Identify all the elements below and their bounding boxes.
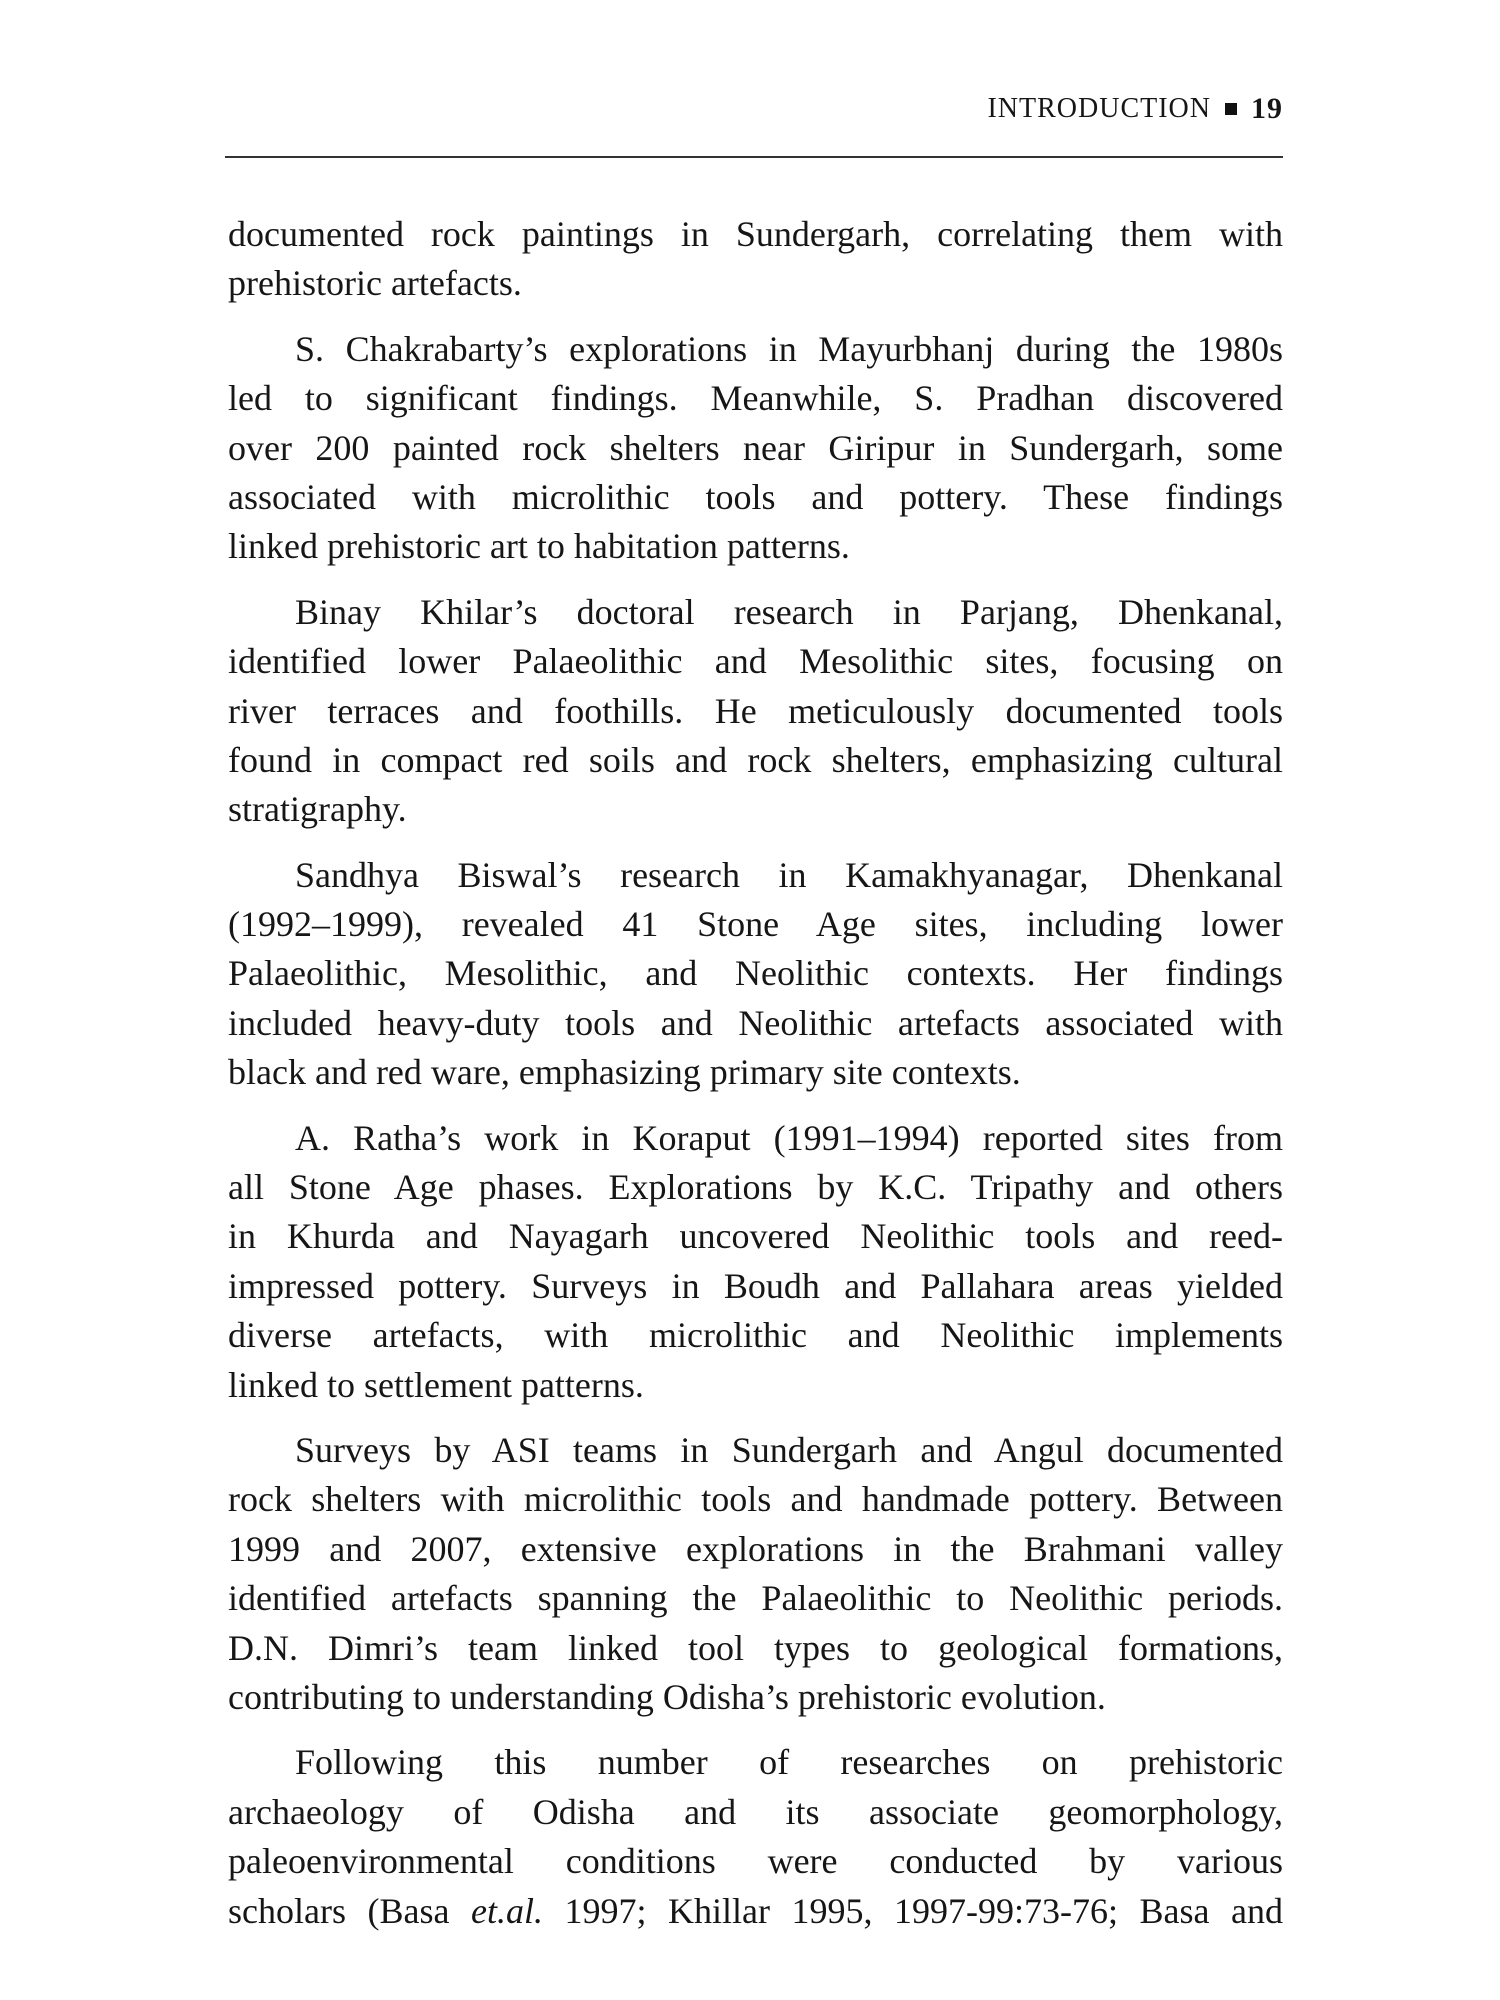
text-line: identified artefacts spanning the Palaeolithic to Neolithic periods. <box>228 1578 1283 1619</box>
text-line: linked prehistoric art to habitation patterns. <box>228 526 850 567</box>
text-line: A. Ratha’s work in Koraput (1991–1994) reported sites from <box>295 1117 1283 1158</box>
paragraph <box>228 325 1283 572</box>
paragraph <box>228 210 1283 309</box>
text-line: black and red ware, emphasizing primary site contexts. <box>228 1052 1021 1093</box>
text-line: river terraces and foothills. He meticulously documented tools <box>228 690 1283 731</box>
running-header <box>987 92 1283 126</box>
paragraph <box>228 588 1283 835</box>
paragraph <box>228 1738 1283 1936</box>
text-line: all Stone Age phases. Explorations by K.C. Tripathy and others <box>228 1167 1283 1208</box>
text-line: over 200 painted rock shelters near Giripur in Sundergarh, some <box>228 427 1283 468</box>
paragraph <box>228 1426 1283 1722</box>
text-line: found in compact red soils and rock shelters, emphasizing cultural <box>228 739 1283 780</box>
text-line: Following this number of researches on prehistoric <box>295 1742 1283 1783</box>
text-line: scholars (Basa et.al. 1997; Khillar 1995, 1997-99:73-76; Basa and <box>228 1890 1283 1931</box>
text-line: included heavy-duty tools and Neolithic artefacts associated with <box>228 1002 1283 1043</box>
paragraph <box>228 851 1283 1098</box>
text-line: in Khurda and Nayagarh uncovered Neolithic tools and reed- <box>228 1216 1283 1257</box>
text-line: associated with microlithic tools and pottery. These findings <box>228 476 1283 517</box>
text-line: linked to settlement patterns. <box>228 1364 644 1405</box>
text-line: archaeology of Odisha and its associate geomorphology, <box>228 1791 1283 1832</box>
text-line: Binay Khilar’s doctoral research in Parjang, Dhenkanal, <box>295 591 1283 632</box>
text-line: Surveys by ASI teams in Sundergarh and Angul documented <box>295 1429 1283 1470</box>
text-line: stratigraphy. <box>228 789 407 830</box>
text-line: prehistoric artefacts. <box>228 263 522 304</box>
text-line: (1992–1999), revealed 41 Stone Age sites, including lower <box>228 904 1283 945</box>
text-line: documented rock paintings in Sundergarh, correlating them with <box>228 214 1283 254</box>
text-line: 1999 and 2007, extensive explorations in the Brahmani valley <box>228 1528 1283 1569</box>
text-line: Sandhya Biswal’s research in Kamakhyanagar, Dhenkanal <box>295 854 1283 895</box>
italic-citation: et.al. <box>470 1890 543 1931</box>
header-rule <box>225 156 1283 158</box>
text-line: S. Chakrabarty’s explorations in Mayurbhanj during the 1980s <box>295 328 1283 369</box>
paragraph <box>228 1114 1283 1410</box>
text-line: contributing to understanding Odisha’s prehistoric evolution. <box>228 1676 1106 1717</box>
square-bullet-icon <box>1225 103 1237 115</box>
text-line: led to significant findings. Meanwhile, S. Pradhan discovered <box>228 378 1283 419</box>
text-line: paleoenvironmental conditions were conducted by various <box>228 1841 1283 1882</box>
text-line: rock shelters with microlithic tools and handmade pottery. Between <box>228 1479 1283 1520</box>
text-line: identified lower Palaeolithic and Mesolithic sites, focusing on <box>228 641 1283 682</box>
body-text <box>228 210 1283 1952</box>
chapter-title: INTRODUCTION <box>987 93 1211 124</box>
text-line: D.N. Dimri’s team linked tool types to geological formations, <box>228 1627 1283 1668</box>
page-number: 19 <box>1251 92 1283 125</box>
text-line: Palaeolithic, Mesolithic, and Neolithic contexts. Her findings <box>228 953 1283 994</box>
text-line: diverse artefacts, with microlithic and Neolithic implements <box>228 1315 1283 1356</box>
text-line: impressed pottery. Surveys in Boudh and Pallahara areas yielded <box>228 1265 1283 1306</box>
